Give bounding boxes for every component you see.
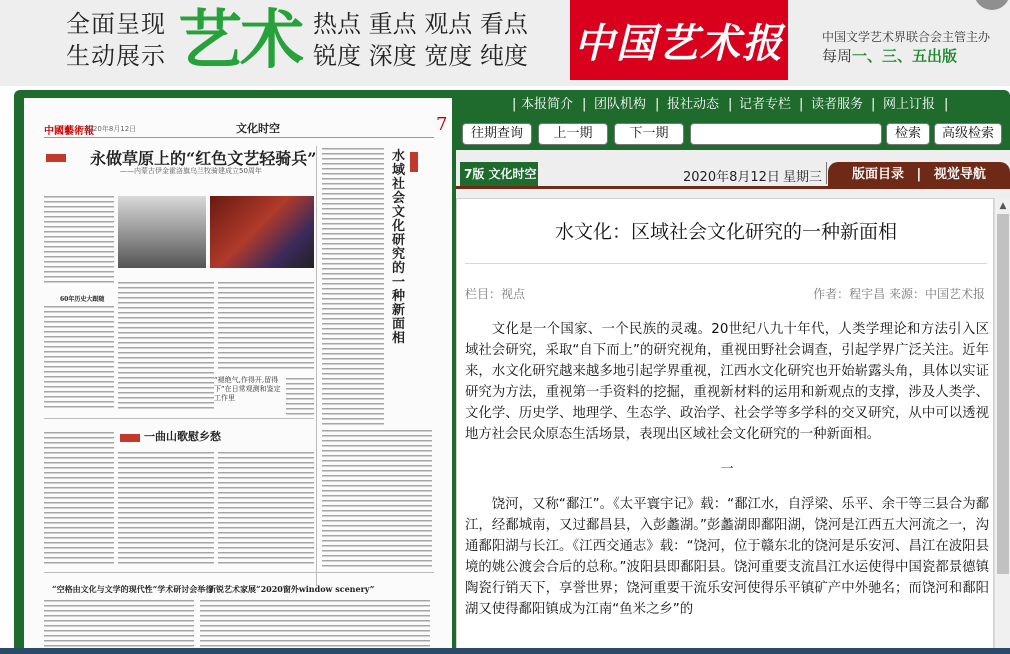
edition-weekday: 星期三: [783, 170, 823, 185]
tab-catalog[interactable]: 版面目录: [852, 167, 905, 182]
edition-label: 7版 文化时空: [460, 162, 538, 186]
paper-small-heading: 60年历史大跟随: [60, 296, 105, 303]
paper-bottom-heading-1[interactable]: “空格由文化与文学的现代性”学术研讨会举行: [52, 584, 214, 594]
newspaper-page-image[interactable]: [24, 98, 452, 654]
article-body: [465, 319, 989, 620]
article-column: 栏目：视点: [465, 287, 526, 301]
article-paragraph: 文化是一个国家、一个民族的灵魂。20世纪八九十年代，人类学理论和方法引入区域社会研究，采取“自下而上”的研究视角，重视田野社会调查，引起学界广泛关注。近年来，水文化研究越来越多地引起学界重视，江西水文化研究也开始崭露头角，具体以实证研究为方法，重视第一手资料的挖掘，重视新材料的运用和新观点的支撑，涉及人类学、文化学、历史学、地理学、生态学、政治学、社会学等多学科的交叉研究，从中可以透视地方社会民众原态生活场景，表现出区域社会文化研究的一种新面相。: [465, 322, 989, 442]
slogan-left-line-2: 生动展示: [66, 42, 166, 70]
nav-item-subscribe[interactable]: 网上订报: [883, 97, 936, 112]
top-banner: [0, 0, 1010, 86]
paper-text-block: [44, 194, 114, 284]
paper-bottom-heading-2[interactable]: 新锐艺术家展“2020窗外window scenery”: [208, 584, 375, 594]
search-input[interactable]: [690, 123, 882, 145]
paper-tag-2: [120, 434, 140, 442]
nav-item-reporters[interactable]: 记者专栏: [739, 97, 792, 112]
paper-text-block: [218, 450, 314, 566]
slogan-left: [66, 8, 176, 72]
slogan-right-line-1: 热点 重点 观点 看点: [313, 10, 528, 38]
nav-item-news[interactable]: 报社动态: [667, 97, 720, 112]
paper-text-block: [322, 428, 432, 568]
paper-text-block: [200, 598, 430, 654]
edition-date: 2020年8月12日: [683, 170, 780, 185]
article-paragraph: 饶河，又称“鄱江”。《太平寰宇记》载：“鄱江水，自浮梁、乐平、余干等三县合为鄱江，经鄱城南，又过鄱昌县，入彭蠡湖。”彭蠡湖即鄱阳湖，饶河是江西五大河流之一，沟通鄱阳湖与长江。《江西交通志》载：“饶河，位于赣东北的饶河是乐安河、昌江在波阳县境的姚公渡会合后的总称。”波阳县即鄱阳县。饶河重要支流昌江水运使得中国瓷都景德镇陶瓷行销天下，享誉世界；饶河重要干流乐安河使得乐平镇矿产中外驰名；而饶河和鄱阳湖又使得鄱阳镇成为江南“鱼米之乡”的: [465, 497, 989, 617]
publisher-info: [822, 28, 990, 66]
paper-text-block: [44, 598, 194, 654]
slogan-right: [313, 8, 528, 72]
search-button[interactable]: 检索: [886, 123, 930, 145]
top-nav: [456, 94, 1010, 116]
paper-page-number: 7: [436, 114, 448, 135]
bottom-strip: [0, 648, 1010, 654]
edition-divider: [826, 162, 827, 184]
scroll-thumb[interactable]: [997, 214, 1009, 574]
nav-sep: |: [655, 97, 660, 112]
nav-sep: |: [799, 97, 804, 112]
paper-tag-vertical: [410, 152, 418, 172]
past-query-button[interactable]: 往期查询: [462, 123, 532, 145]
scroll-up-arrow-icon[interactable]: ▲: [999, 201, 1007, 211]
nav-sep: |: [512, 97, 517, 112]
tab-visual-nav[interactable]: 视觉导航: [933, 167, 986, 182]
nav-sep: |: [728, 97, 733, 112]
corner-badge-icon[interactable]: [974, 0, 1010, 10]
paper-column-divider: [316, 146, 317, 586]
paper-section: 文化时空: [236, 122, 280, 135]
paper-pull-quote: “褪绝气,作得开,留得下”在日常观测和鉴定工作里: [214, 376, 281, 402]
paper-date: 2020年8月12日: [84, 125, 137, 133]
article-author: 作者：程宇昌 来源：中国艺术报: [813, 287, 985, 301]
nav-item-about[interactable]: 本报简介: [521, 97, 574, 112]
article-title: 水文化：区域社会文化研究的一种新面相: [554, 221, 897, 243]
advanced-search-button[interactable]: 高级检索: [934, 123, 1002, 145]
edition-tabs: [828, 162, 1010, 188]
paper-subhead: ——内蒙古伊金霍洛旗乌兰牧骑建成立50周年: [120, 167, 262, 175]
article-panel[interactable]: [456, 198, 994, 654]
paper-text-block: [44, 430, 114, 566]
paper-mid-heading[interactable]: 一曲山歌慰乡愁: [144, 430, 221, 443]
paper-tag: [46, 154, 66, 162]
logo-text: 中国艺术报: [574, 19, 784, 67]
paper-text-block: [118, 450, 214, 566]
publish-days-highlight: 一、三、五出版: [852, 47, 958, 65]
prev-issue-button[interactable]: 上一期: [538, 123, 608, 145]
publisher-text: 中国文学艺术界联合会主管主办: [822, 30, 991, 44]
paper-hline: [44, 572, 434, 573]
paper-photo-1: [118, 196, 206, 268]
paper-header: [44, 114, 448, 138]
publish-days: [822, 46, 990, 66]
tab-separator: |: [916, 167, 922, 182]
paper-vertical-title[interactable]: 水域社会文化研究的一种新面相: [392, 149, 406, 346]
publish-days-prefix: 每周: [822, 47, 853, 65]
nav-item-team[interactable]: 团队机构: [594, 97, 647, 112]
paper-mini-logo: 中國藝術報: [44, 126, 94, 137]
nav-item-reader-service[interactable]: 读者服务: [811, 97, 864, 112]
paper-text-block: [322, 146, 384, 426]
newspaper-logo[interactable]: [570, 0, 788, 80]
paper-headline[interactable]: 永做草原上的“红色文艺轻骑兵”: [90, 149, 317, 168]
article-scrollbar[interactable]: [994, 198, 1010, 654]
paper-text-block: [286, 376, 314, 416]
nav-sep: |: [582, 97, 587, 112]
next-issue-button[interactable]: 下一期: [614, 123, 684, 145]
nav-sep: |: [944, 97, 949, 112]
tab-underline: [456, 186, 1010, 189]
article-section-numeral: 一: [720, 462, 734, 477]
paper-text-block: [118, 280, 214, 410]
paper-photo-2: [210, 196, 314, 268]
article-separator: [465, 263, 987, 264]
slogan-right-line-2: 锐度 深度 宽度 纯度: [313, 42, 528, 70]
art-big-title: 艺术: [178, 3, 302, 78]
paper-text-block: [218, 280, 314, 370]
slogan-left-line-1: 全面呈现: [66, 10, 166, 38]
paper-hline: [44, 418, 314, 419]
paper-text-block: [44, 304, 114, 408]
nav-sep: |: [871, 97, 876, 112]
